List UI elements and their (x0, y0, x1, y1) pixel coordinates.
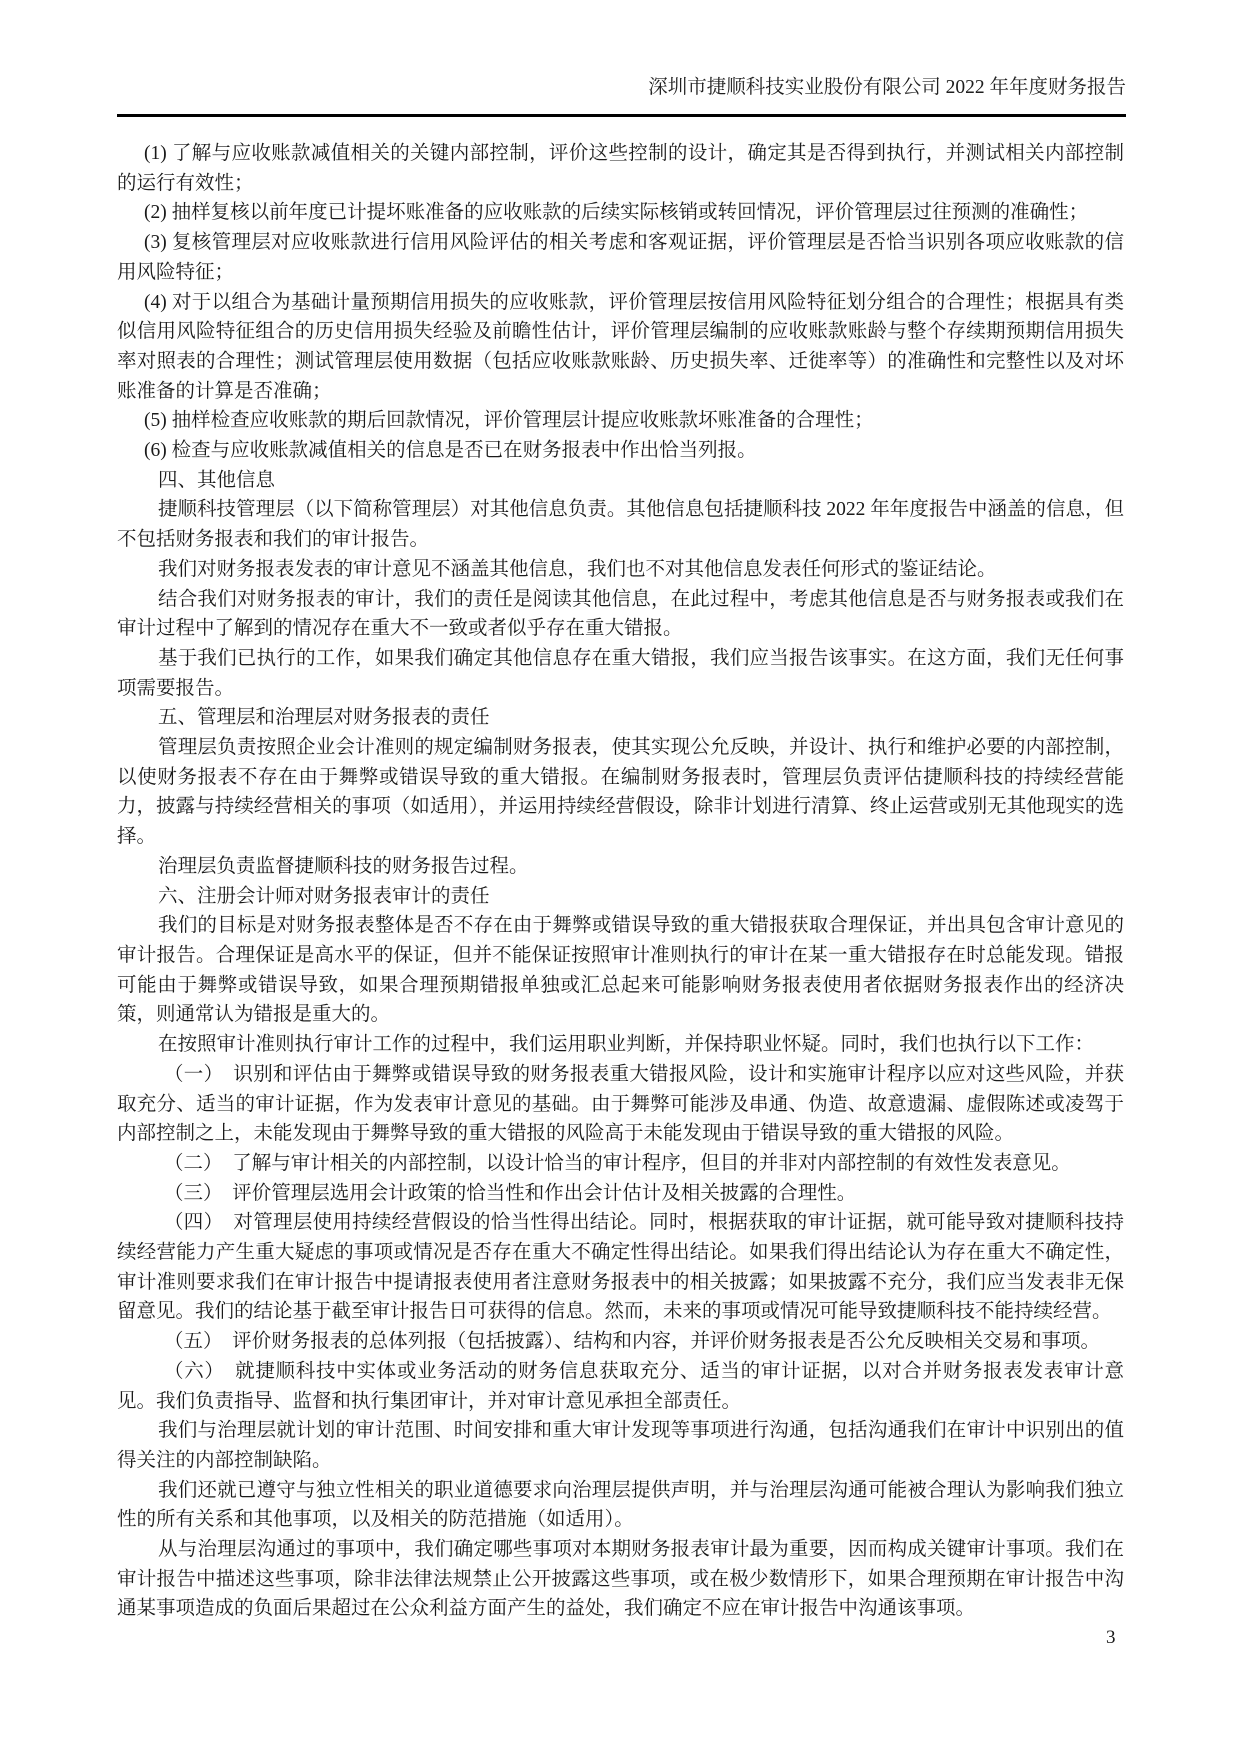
page-number: 3 (1106, 1627, 1116, 1648)
auditor-work-item-5: （五） 评价财务报表的总体列报（包括披露）、结构和内容，并评价财务报表是否公允反映相关交易和事项。 (164, 1331, 1101, 1353)
body-paragraph: 从与治理层沟通过的事项中，我们确定哪些事项对本期财务报表审计最为重要，因而构成关键审计事项。我们在审计报告中描述这些事项，除非法律法规禁止公开披露这些事项，或在极少数情形下，如果合理预期在审计报告中沟通某事项造成的负面后果超过在公众利益方面产生的益处，我们确定不应在审计报告中沟通该事项。 (117, 1539, 1124, 1620)
body-paragraph: 我们与治理层就计划的审计范围、时间安排和重大审计发现等事项进行沟通，包括沟通我们在审计中识别出的值得关注的内部控制缺陷。 (117, 1420, 1124, 1471)
audit-procedure-item-2: (2) 抽样复核以前年度已计提坏账准备的应收账款的后续实际核销或转回情况，评价管理层过往预测的准确性； (144, 202, 1089, 224)
body-paragraph: 我们还就已遵守与独立性相关的职业道德要求向治理层提供声明，并与治理层沟通可能被合理认为影响我们独立性的所有关系和其他事项，以及相关的防范措施（如适用）。 (117, 1479, 1124, 1531)
header-divider-rule (117, 114, 1126, 117)
body-paragraph: 治理层负责监督捷顺科技的财务报告过程。 (158, 855, 529, 877)
section-heading-management-responsibility: 五、管理层和治理层对财务报表的责任 (158, 707, 490, 729)
section-heading-auditor-responsibility: 六、注册会计师对财务报表审计的责任 (158, 885, 490, 907)
body-paragraph: 我们的目标是对财务报表整体是否不存在由于舞弊或错误导致的重大错报获取合理保证，并出具包含审计意见的审计报告。合理保证是高水平的保证，但并不能保证按照审计准则执行的审计在某一重大错报存在时总能发现。错报可能由于舞弊或错误导致，如果合理预期错报单独或汇总起来可能影响财务报表使用者依据财务报表作出的经济决策，则通常认为错报是重大的。 (117, 915, 1124, 1026)
auditor-work-item-4: （四） 对管理层使用持续经营假设的恰当性得出结论。同时，根据获取的审计证据，就可能导致对捷顺科技持续经营能力产生重大疑虑的事项或情况是否存在重大不确定性得出结论。如果我们得出结论认为存在重大不确定性，审计准则要求我们在审计报告中提请报表使用者注意财务报表中的相关披露；如果披露不充分，我们应当发表非无保留意见。我们的结论基于截至审计报告日可获得的信息。然而，未来的事项或情况可能导致捷顺科技不能持续经营。 (117, 1212, 1124, 1323)
audit-procedure-item-3: (3) 复核管理层对应收账款进行信用风险评估的相关考虑和客观证据，评价管理层是否恰当识别各项应收账款的信用风险特征； (117, 232, 1124, 283)
auditor-work-item-1: （一） 识别和评估由于舞弊或错误导致的财务报表重大错报风险，设计和实施审计程序以应对这些风险，并获取充分、适当的审计证据，作为发表审计意见的基础。由于舞弊可能涉及串通、伪造、故意遗漏、虚假陈述或凌驾于内部控制之上，未能发现由于舞弊导致的重大错报的风险高于未能发现由于错误导致的重大错报的风险。 (117, 1063, 1124, 1145)
body-paragraph: 基于我们已执行的工作，如果我们确定其他信息存在重大错报，我们应当报告该事实。在这方面，我们无任何事项需要报告。 (117, 647, 1124, 699)
page-header-title: 深圳市捷顺科技实业股份有限公司 2022 年年度财务报告 (648, 77, 1126, 98)
body-paragraph: 我们对财务报表发表的审计意见不涵盖其他信息，我们也不对其他信息发表任何形式的鉴证结论。 (158, 558, 997, 580)
document-body (117, 139, 1124, 1624)
audit-procedure-item-1: (1) 了解与应收账款减值相关的关键内部控制，评价这些控制的设计，确定其是否得到执行，并测试相关内部控制的运行有效性； (117, 143, 1124, 194)
section-heading-other-information: 四、其他信息 (158, 469, 276, 491)
audit-procedure-item-5: (5) 抽样检查应收账款的期后回款情况，评价管理层计提应收账款坏账准备的合理性； (144, 410, 874, 432)
body-paragraph: 捷顺科技管理层（以下简称管理层）对其他信息负责。其他信息包括捷顺科技 2022 年年度报告中涵盖的信息，但不包括财务报表和我们的审计报告。 (117, 499, 1124, 551)
body-paragraph: 管理层负责按照企业会计准则的规定编制财务报表，使其实现公允反映，并设计、执行和维护必要的内部控制，以使财务报表不存在由于舞弊或错误导致的重大错报。在编制财务报表时，管理层负责评估捷顺科技的持续经营能力，披露与持续经营相关的事项（如适用），并运用持续经营假设，除非计划进行清算、终止运营或别无其他现实的选择。 (117, 737, 1124, 848)
body-paragraph: 结合我们对财务报表的审计，我们的责任是阅读其他信息，在此过程中，考虑其他信息是否与财务报表或我们在审计过程中了解到的情况存在重大不一致或者似乎存在重大错报。 (117, 588, 1124, 640)
body-paragraph: 在按照审计准则执行审计工作的过程中，我们运用职业判断，并保持职业怀疑。同时，我们也执行以下工作： (158, 1034, 1095, 1056)
auditor-work-item-3: （三） 评价管理层选用会计政策的恰当性和作出会计估计及相关披露的合理性。 (164, 1182, 857, 1204)
audit-procedure-item-6: (6) 检查与应收账款减值相关的信息是否已在财务报表中作出恰当列报。 (144, 440, 757, 462)
auditor-work-item-6: （六） 就捷顺科技中实体或业务活动的财务信息获取充分、适当的审计证据，以对合并财务报表发表审计意见。我们负责指导、监督和执行集团审计，并对审计意见承担全部责任。 (117, 1360, 1124, 1412)
audit-procedure-item-4: (4) 对于以组合为基础计量预期信用损失的应收账款，评价管理层按信用风险特征划分组合的合理性；根据具有类似信用风险特征组合的历史信用损失经验及前瞻性估计，评价管理层编制的应收账款账龄与整个存续期预期信用损失率对照表的合理性；测试管理层使用数据（包括应收账款账龄、历史损失率、迁徙率等）的准确性和完整性以及对坏账准备的计算是否准确； (117, 291, 1124, 402)
auditor-work-item-2: （二） 了解与审计相关的内部控制，以设计恰当的审计程序，但目的并非对内部控制的有效性发表意见。 (164, 1152, 1071, 1174)
